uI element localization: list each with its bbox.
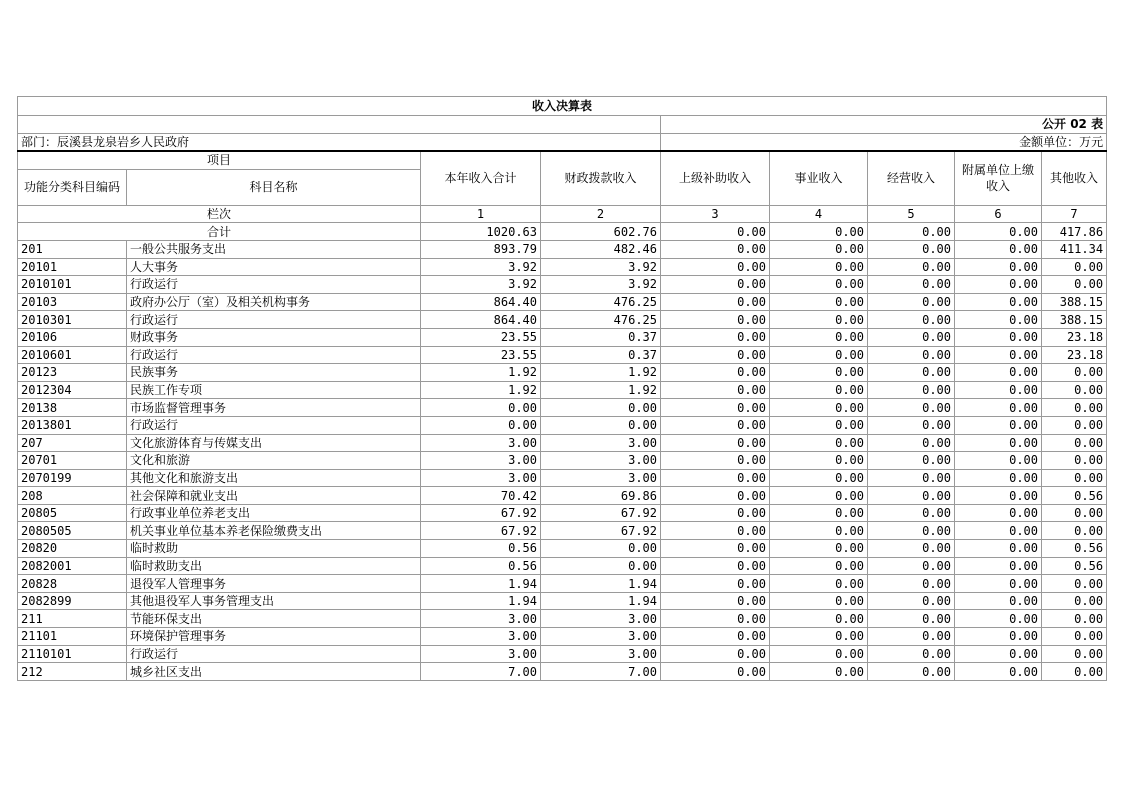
row-value: 0.00 [1042, 364, 1107, 382]
row-value: 3.00 [541, 610, 661, 628]
row-value: 0.00 [541, 557, 661, 575]
row-value: 0.00 [770, 610, 868, 628]
row-name: 行政运行 [127, 346, 421, 364]
row-value: 1.94 [421, 592, 541, 610]
table-row [18, 416, 1107, 434]
row-value: 3.92 [421, 276, 541, 294]
row-value: 0.00 [955, 522, 1042, 540]
row-value: 0.00 [955, 575, 1042, 593]
row-code: 2010601 [18, 346, 127, 364]
header-code: 功能分类科目编码 [18, 169, 127, 205]
row-value: 0.00 [770, 381, 868, 399]
row-value: 0.00 [955, 663, 1042, 681]
row-value: 0.00 [1042, 504, 1107, 522]
table-row [18, 276, 1107, 294]
header-operating: 经营收入 [868, 151, 955, 205]
row-value: 0.00 [661, 399, 770, 417]
row-value: 0.00 [868, 240, 955, 258]
row-value: 0.00 [421, 416, 541, 434]
row-value: 0.00 [1042, 522, 1107, 540]
row-value: 0.00 [1042, 628, 1107, 646]
row-value: 0.00 [868, 293, 955, 311]
row-value: 3.92 [541, 276, 661, 294]
row-value: 0.00 [955, 540, 1042, 558]
row-value: 0.00 [955, 293, 1042, 311]
row-value: 3.00 [541, 645, 661, 663]
row-value: 0.00 [661, 364, 770, 382]
row-value: 0.00 [661, 293, 770, 311]
table-row [18, 592, 1107, 610]
row-value: 0.00 [1042, 610, 1107, 628]
column-number: 4 [770, 205, 868, 223]
row-value: 67.92 [541, 504, 661, 522]
row-value: 1.94 [541, 575, 661, 593]
row-value: 0.00 [955, 557, 1042, 575]
row-name: 其他文化和旅游支出 [127, 469, 421, 487]
row-value: 0.00 [541, 540, 661, 558]
row-code: 20138 [18, 399, 127, 417]
row-value: 0.00 [770, 557, 868, 575]
row-code: 20701 [18, 452, 127, 470]
table-row [18, 399, 1107, 417]
row-code: 20820 [18, 540, 127, 558]
row-code: 201 [18, 240, 127, 258]
row-value: 23.55 [421, 346, 541, 364]
income-statement-table [17, 96, 1107, 681]
row-value: 0.00 [868, 276, 955, 294]
row-code: 2070199 [18, 469, 127, 487]
total-label: 合计 [18, 223, 421, 241]
header-other: 其他收入 [1042, 151, 1107, 205]
row-value: 0.00 [955, 469, 1042, 487]
total-value: 0.00 [955, 223, 1042, 241]
row-value: 0.00 [955, 328, 1042, 346]
row-value: 0.00 [868, 452, 955, 470]
row-value: 0.00 [868, 381, 955, 399]
row-value: 0.00 [955, 645, 1042, 663]
row-value: 0.00 [1042, 645, 1107, 663]
row-value: 0.56 [421, 557, 541, 575]
row-value: 0.56 [1042, 487, 1107, 505]
row-value: 0.00 [955, 610, 1042, 628]
row-name: 民族工作专项 [127, 381, 421, 399]
row-value: 7.00 [541, 663, 661, 681]
row-code: 2010101 [18, 276, 127, 294]
row-value: 0.00 [955, 452, 1042, 470]
row-code: 212 [18, 663, 127, 681]
total-value: 1020.63 [421, 223, 541, 241]
row-value: 0.00 [955, 346, 1042, 364]
row-value: 0.00 [868, 258, 955, 276]
row-value: 0.00 [868, 504, 955, 522]
column-number: 5 [868, 205, 955, 223]
row-value: 0.00 [661, 645, 770, 663]
row-value: 0.00 [868, 610, 955, 628]
column-number: 3 [661, 205, 770, 223]
row-value: 388.15 [1042, 311, 1107, 329]
row-value: 0.00 [770, 434, 868, 452]
total-value: 0.00 [770, 223, 868, 241]
income-statement-sheet [17, 96, 1106, 681]
row-value: 476.25 [541, 293, 661, 311]
row-name: 文化旅游体育与传媒支出 [127, 434, 421, 452]
row-value: 23.55 [421, 328, 541, 346]
row-code: 2012304 [18, 381, 127, 399]
row-value: 0.00 [661, 346, 770, 364]
row-value: 0.00 [661, 628, 770, 646]
row-code: 2082899 [18, 592, 127, 610]
row-value: 864.40 [421, 311, 541, 329]
row-code: 2010301 [18, 311, 127, 329]
row-value: 0.00 [770, 504, 868, 522]
row-value: 0.00 [661, 663, 770, 681]
row-value: 3.92 [541, 258, 661, 276]
row-name: 政府办公厅（室）及相关机构事务 [127, 293, 421, 311]
row-value: 1.94 [541, 592, 661, 610]
table-row [18, 258, 1107, 276]
header-item: 项目 [18, 151, 421, 169]
row-value: 893.79 [421, 240, 541, 258]
table-row [18, 293, 1107, 311]
row-value: 70.42 [421, 487, 541, 505]
row-code: 20805 [18, 504, 127, 522]
total-value: 417.86 [1042, 223, 1107, 241]
row-value: 0.00 [541, 416, 661, 434]
row-value: 0.00 [955, 399, 1042, 417]
row-name: 民族事务 [127, 364, 421, 382]
row-code: 20103 [18, 293, 127, 311]
header-affiliated: 附属单位上缴收入 [955, 151, 1042, 205]
row-code: 20828 [18, 575, 127, 593]
row-value: 3.00 [541, 452, 661, 470]
row-code: 20101 [18, 258, 127, 276]
table-row [18, 346, 1107, 364]
row-value: 0.00 [868, 645, 955, 663]
table-row [18, 663, 1107, 681]
meta-row [18, 133, 1107, 151]
row-value: 0.00 [868, 346, 955, 364]
row-value: 0.00 [868, 416, 955, 434]
unit-label: 金额单位：万元 [661, 133, 1107, 151]
row-value: 3.92 [421, 258, 541, 276]
table-row [18, 364, 1107, 382]
total-value: 0.00 [868, 223, 955, 241]
row-value: 0.00 [955, 381, 1042, 399]
table-row [18, 645, 1107, 663]
department-label: 部门：辰溪县龙泉岩乡人民政府 [18, 133, 661, 151]
column-number: 7 [1042, 205, 1107, 223]
row-value: 411.34 [1042, 240, 1107, 258]
row-code: 208 [18, 487, 127, 505]
row-value: 0.00 [955, 416, 1042, 434]
row-value: 0.00 [661, 575, 770, 593]
row-value: 3.00 [421, 645, 541, 663]
row-value: 0.00 [955, 434, 1042, 452]
table-row [18, 575, 1107, 593]
table-row [18, 240, 1107, 258]
table-row [18, 469, 1107, 487]
row-value: 23.18 [1042, 346, 1107, 364]
row-value: 0.00 [661, 381, 770, 399]
row-value: 0.00 [661, 487, 770, 505]
row-name: 行政运行 [127, 645, 421, 663]
row-value: 0.00 [661, 469, 770, 487]
row-value: 0.00 [1042, 452, 1107, 470]
table-row [18, 381, 1107, 399]
row-value: 0.37 [541, 346, 661, 364]
row-value: 0.00 [770, 311, 868, 329]
row-value: 0.00 [955, 276, 1042, 294]
row-value: 0.00 [661, 311, 770, 329]
row-name: 文化和旅游 [127, 452, 421, 470]
row-code: 21101 [18, 628, 127, 646]
header-row-1 [18, 151, 1107, 169]
row-value: 0.00 [770, 645, 868, 663]
row-value: 67.92 [421, 504, 541, 522]
row-value: 0.00 [770, 540, 868, 558]
row-value: 0.00 [1042, 381, 1107, 399]
row-value: 0.00 [661, 557, 770, 575]
row-value: 0.00 [955, 364, 1042, 382]
row-value: 0.00 [770, 416, 868, 434]
row-name: 机关事业单位基本养老保险缴费支出 [127, 522, 421, 540]
row-name: 一般公共服务支出 [127, 240, 421, 258]
row-code: 2082001 [18, 557, 127, 575]
title-row [18, 97, 1107, 116]
row-value: 0.00 [770, 346, 868, 364]
row-value: 0.00 [770, 240, 868, 258]
row-value: 3.00 [541, 434, 661, 452]
row-value: 0.00 [770, 276, 868, 294]
row-name: 退役军人管理事务 [127, 575, 421, 593]
row-value: 0.00 [770, 452, 868, 470]
row-name: 行政运行 [127, 311, 421, 329]
row-value: 0.00 [868, 628, 955, 646]
row-value: 0.00 [770, 575, 868, 593]
row-code: 2080505 [18, 522, 127, 540]
row-value: 1.92 [541, 381, 661, 399]
column-number: 6 [955, 205, 1042, 223]
row-code: 2110101 [18, 645, 127, 663]
row-value: 1.92 [541, 364, 661, 382]
row-value: 864.40 [421, 293, 541, 311]
row-value: 3.00 [421, 434, 541, 452]
header-name: 科目名称 [127, 169, 421, 205]
row-value: 0.00 [661, 452, 770, 470]
row-value: 0.56 [1042, 557, 1107, 575]
table-row [18, 504, 1107, 522]
row-value: 0.00 [1042, 663, 1107, 681]
row-name: 其他退役军人事务管理支出 [127, 592, 421, 610]
row-value: 0.00 [661, 416, 770, 434]
row-value: 1.92 [421, 381, 541, 399]
row-code: 20123 [18, 364, 127, 382]
row-value: 0.00 [955, 504, 1042, 522]
table-row [18, 522, 1107, 540]
row-value: 3.00 [541, 628, 661, 646]
row-value: 0.00 [661, 610, 770, 628]
row-name: 行政运行 [127, 416, 421, 434]
column-number-label: 栏次 [18, 205, 421, 223]
row-value: 0.00 [770, 258, 868, 276]
row-code: 2013801 [18, 416, 127, 434]
row-value: 0.00 [955, 311, 1042, 329]
row-value: 388.15 [1042, 293, 1107, 311]
row-value: 0.00 [661, 504, 770, 522]
row-value: 0.00 [770, 592, 868, 610]
row-value: 0.00 [1042, 469, 1107, 487]
row-value: 0.00 [955, 487, 1042, 505]
row-value: 482.46 [541, 240, 661, 258]
row-value: 0.00 [1042, 276, 1107, 294]
row-name: 行政事业单位养老支出 [127, 504, 421, 522]
row-value: 0.00 [770, 487, 868, 505]
row-value: 0.00 [770, 522, 868, 540]
row-value: 0.00 [661, 522, 770, 540]
row-value: 0.00 [1042, 434, 1107, 452]
header-upper: 上级补助收入 [661, 151, 770, 205]
row-value: 0.00 [868, 328, 955, 346]
row-value: 23.18 [1042, 328, 1107, 346]
row-name: 环境保护管理事务 [127, 628, 421, 646]
row-value: 0.00 [770, 364, 868, 382]
row-value: 0.00 [868, 364, 955, 382]
row-value: 476.25 [541, 311, 661, 329]
table-row [18, 328, 1107, 346]
row-value: 3.00 [541, 469, 661, 487]
row-code: 20106 [18, 328, 127, 346]
row-value: 0.00 [868, 522, 955, 540]
row-value: 0.00 [1042, 592, 1107, 610]
row-value: 1.92 [421, 364, 541, 382]
row-value: 7.00 [421, 663, 541, 681]
row-value: 0.00 [541, 399, 661, 417]
row-value: 0.00 [770, 663, 868, 681]
row-value: 69.86 [541, 487, 661, 505]
row-value: 0.00 [955, 592, 1042, 610]
row-value: 0.00 [868, 592, 955, 610]
table-row [18, 487, 1107, 505]
total-row [18, 223, 1107, 241]
total-value: 602.76 [541, 223, 661, 241]
row-value: 0.00 [868, 434, 955, 452]
total-value: 0.00 [661, 223, 770, 241]
row-code: 207 [18, 434, 127, 452]
row-value: 0.00 [868, 575, 955, 593]
row-value: 3.00 [421, 469, 541, 487]
row-value: 0.56 [421, 540, 541, 558]
row-value: 3.00 [421, 610, 541, 628]
row-value: 0.56 [1042, 540, 1107, 558]
row-value: 0.37 [541, 328, 661, 346]
row-value: 3.00 [421, 452, 541, 470]
row-name: 节能环保支出 [127, 610, 421, 628]
table-row [18, 557, 1107, 575]
header-business: 事业收入 [770, 151, 868, 205]
table-row [18, 311, 1107, 329]
row-value: 0.00 [1042, 258, 1107, 276]
row-code: 211 [18, 610, 127, 628]
row-value: 0.00 [955, 258, 1042, 276]
column-number: 2 [541, 205, 661, 223]
row-value: 0.00 [770, 628, 868, 646]
row-name: 人大事务 [127, 258, 421, 276]
table-row [18, 540, 1107, 558]
row-value: 0.00 [770, 328, 868, 346]
row-value: 67.92 [421, 522, 541, 540]
row-name: 行政运行 [127, 276, 421, 294]
row-value: 3.00 [421, 628, 541, 646]
row-value: 0.00 [770, 469, 868, 487]
row-value: 0.00 [661, 240, 770, 258]
page-title: 收入决算表 [18, 97, 1107, 116]
row-value: 67.92 [541, 522, 661, 540]
row-name: 城乡社区支出 [127, 663, 421, 681]
row-value: 1.94 [421, 575, 541, 593]
row-name: 财政事务 [127, 328, 421, 346]
table-row [18, 628, 1107, 646]
row-name: 临时救助支出 [127, 557, 421, 575]
row-value: 0.00 [661, 258, 770, 276]
table-row [18, 610, 1107, 628]
row-value: 0.00 [868, 311, 955, 329]
row-value: 0.00 [955, 240, 1042, 258]
row-name: 社会保障和就业支出 [127, 487, 421, 505]
row-value: 0.00 [661, 328, 770, 346]
row-value: 0.00 [868, 557, 955, 575]
row-value: 0.00 [868, 469, 955, 487]
row-value: 0.00 [661, 592, 770, 610]
row-value: 0.00 [661, 434, 770, 452]
row-value: 0.00 [661, 276, 770, 294]
row-value: 0.00 [661, 540, 770, 558]
row-value: 0.00 [770, 399, 868, 417]
row-value: 0.00 [421, 399, 541, 417]
row-value: 0.00 [868, 663, 955, 681]
table-row [18, 452, 1107, 470]
column-number: 1 [421, 205, 541, 223]
row-value: 0.00 [1042, 575, 1107, 593]
row-name: 临时救助 [127, 540, 421, 558]
row-value: 0.00 [1042, 416, 1107, 434]
row-value: 0.00 [868, 540, 955, 558]
row-value: 0.00 [1042, 399, 1107, 417]
row-value: 0.00 [868, 487, 955, 505]
row-name: 市场监督管理事务 [127, 399, 421, 417]
row-value: 0.00 [868, 399, 955, 417]
table-number-row [18, 116, 1107, 134]
row-value: 0.00 [955, 628, 1042, 646]
header-fiscal: 财政拨款收入 [541, 151, 661, 205]
header-total: 本年收入合计 [421, 151, 541, 205]
table-number: 公开 02 表 [661, 116, 1107, 134]
column-number-row [18, 205, 1107, 223]
row-value: 0.00 [770, 293, 868, 311]
table-row [18, 434, 1107, 452]
